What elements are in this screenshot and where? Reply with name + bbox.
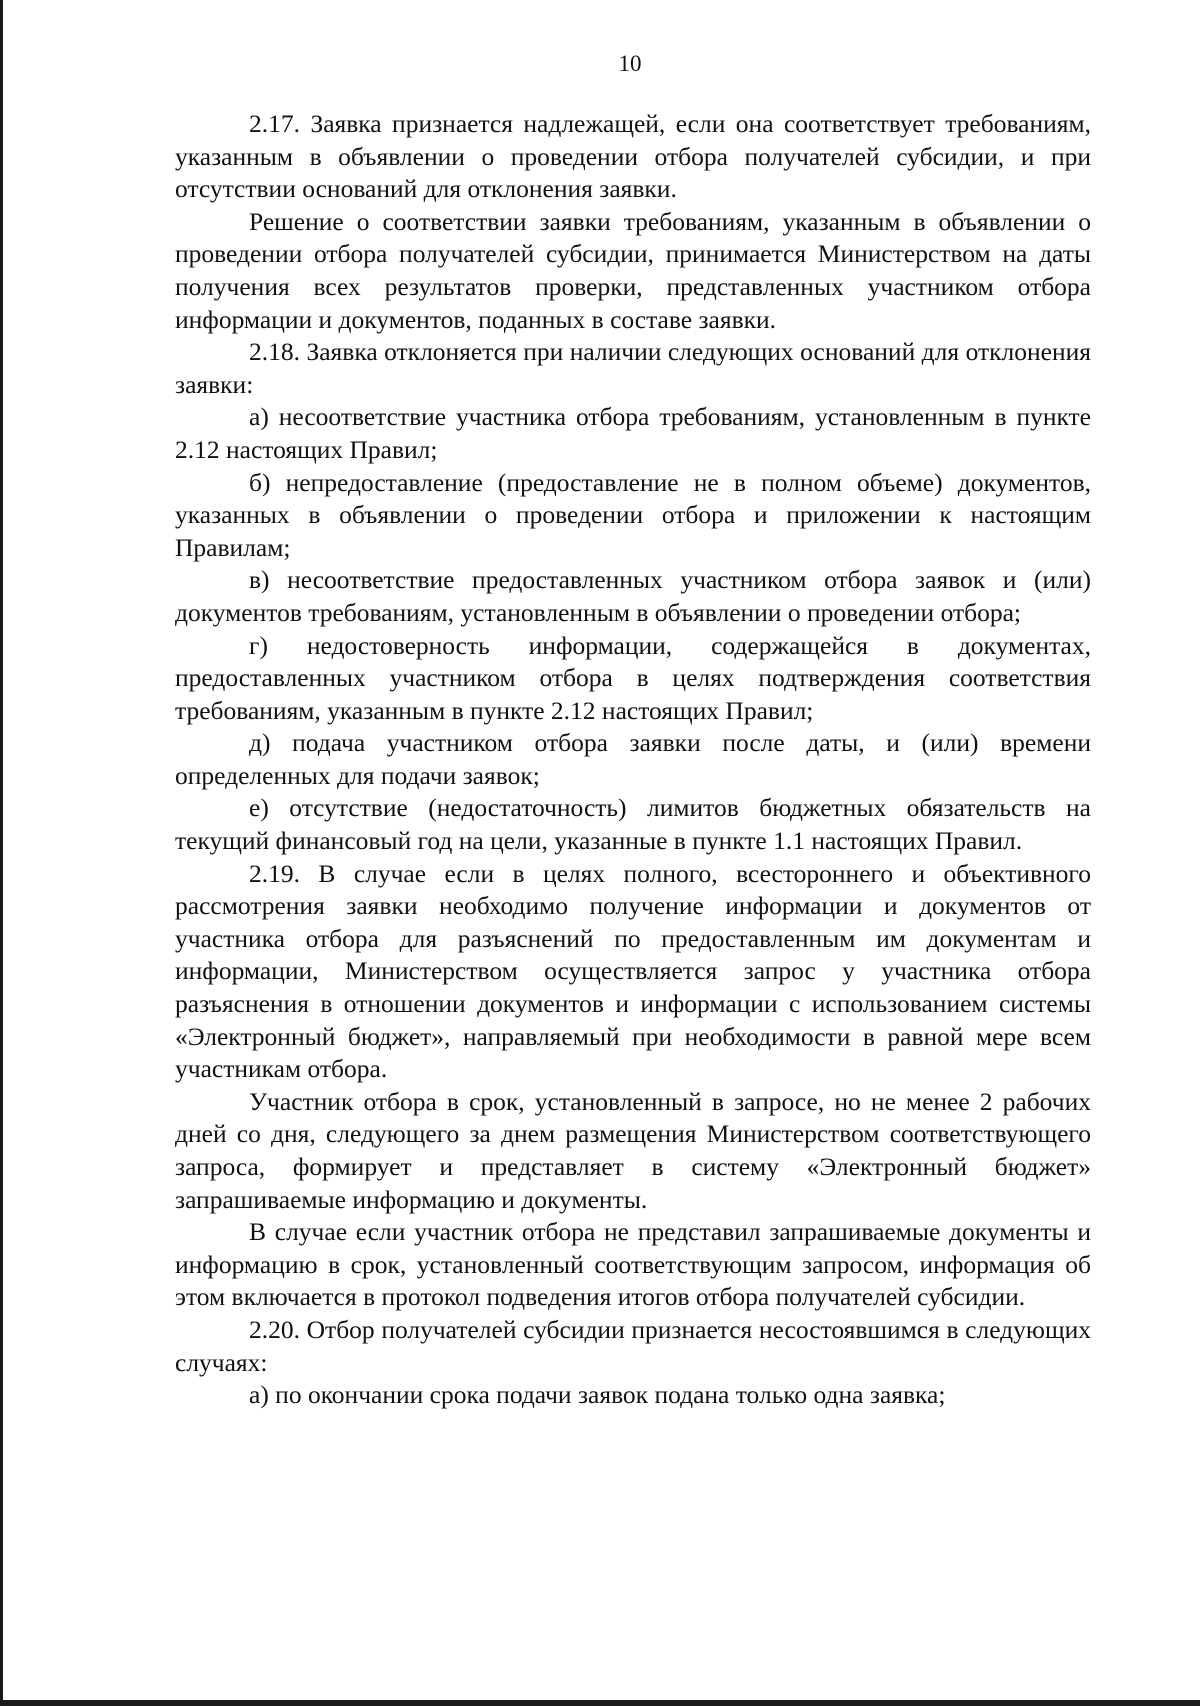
list-item-a-single-application: а) по окончании срока подачи заявок подана только одна заявка;	[249, 1380, 946, 1410]
paragraph-participant-deadline: Участник отбора в срок, установленный в запросе, но не менее 2 рабочих дней со дня, следующего за днем размещения Министерством соответствующего запроса, формирует и представляет в систему «Электронный бюджет» запрашиваемые информацию и документы.	[175, 1086, 1091, 1214]
paragraph-not-submitted: В случае если участник отбора не представил запрашиваемые документы и информацию в срок, установленный соответствующим запросом, информация об этом включается в протокол подведения итогов отбора получателей субсидии.	[175, 1217, 1091, 1312]
list-item-e: е) отсутствие (недостаточность) лимитов бюджетных обязательств на текущий финансовый год на цели, указанные в пункте 1.1 настоящих Правил.	[175, 793, 1091, 856]
scan-border-bottom	[0, 1700, 1200, 1706]
paragraph-2-17: 2.17. Заявка признается надлежащей, если она соответствует требованиям, указанным в объявлении о проведении отбора получателей субсидии, и при отсутствии оснований для отклонения заявки.	[175, 109, 1091, 204]
paragraph-2-18: 2.18. Заявка отклоняется при наличии следующих оснований для отклонения заявки:	[175, 337, 1091, 399]
paragraph-decision: Решение о соответствии заявки требованиям, указанным в объявлении о проведении отбора получателей субсидии, принимается Министерством на даты получения всех результатов проверки, представленных участником отбора информации и документов, поданных в составе заявки.	[175, 206, 1091, 334]
paragraph-2-20: 2.20. Отбор получателей субсидии признается несостоявшимся в следующих случаях:	[175, 1314, 1091, 1377]
list-item-b: б) непредоставление (предоставление не в полном объеме) документов, указанных в объявлении о проведении отбора и приложении к настоящим Правилам;	[175, 467, 1091, 562]
list-item-v: в) несоответствие предоставленных участником отбора заявок и (или) документов требованиям, установленным в объявлении о проведении отбора;	[175, 565, 1091, 627]
paragraph-2-19: 2.19. В случае если в целях полного, всестороннего и объективного рассмотрения заявки необходимо получение информации и документов от участника отбора для разъяснений по предоставленным им документам и информации, Министерством осуществляется запрос у участника отбора разъяснения в отношении документов и информации с использованием системы «Электронный бюджет», направляемый при необходимости в равной мере всем участникам отбора.	[175, 858, 1091, 1084]
list-item-d: д) подача участником отбора заявки после даты, и (или) времени определенных для подачи заявок;	[175, 728, 1091, 790]
page-number: 10	[618, 51, 642, 76]
document-body	[175, 108, 1091, 1412]
scan-border-left	[0, 0, 3, 1706]
list-item-g: г) недостоверность информации, содержащейся в документах, предоставленных участником отбора в целях подтверждения соответствия требованиям, указанным в пункте 2.12 настоящих Правил;	[175, 630, 1091, 725]
list-item-a: а) несоответствие участника отбора требованиям, установленным в пункте 2.12 настоящих Правил;	[175, 402, 1091, 464]
